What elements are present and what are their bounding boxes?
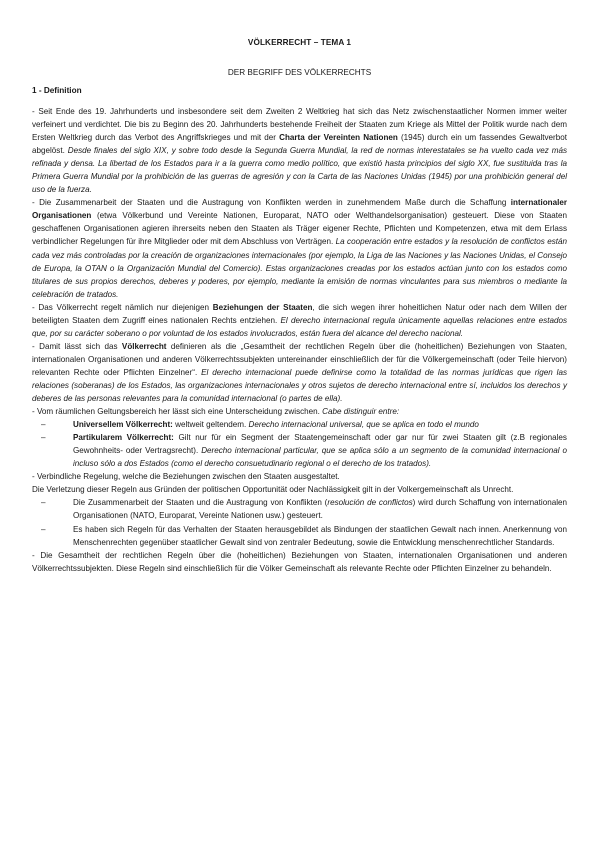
dash-marker: – [41, 524, 46, 534]
paragraph-violation: Die Verletzung dieser Regeln aus Gründen der politischen Opportunität oder Nachlässigkeit gilt in der Volkergemeinschaft als Unrecht. [32, 485, 514, 495]
paragraph-binding-rule: - Verbindliche Regelung, welche die Beziehungen zwischen den Staaten ausgestaltet. [32, 472, 340, 482]
document-subtitle: DER BEGRIFF DES VÖLKERRECHTS [227, 68, 372, 77]
list-item-particular: – Partikularem Völkerrecht: Gilt nur für ein Segment der Staatengemeinschaft oder gar nur für zwei Staaten gilt (z.B regionales Gewohnheits- oder Vertragsrecht). Derecho internacional particular, que se aplica sólo a un segmento de la comunidad internacional o incluso sólo a dos Estados (como el derecho consuetudinario regional o el derecho de los tratados). [32, 431, 567, 470]
list-item-human-rights: – Es haben sich Regeln für das Verhalten der Staaten herausgebildet als Bindungen der staatlichen Gewalt nach innen. Anerkennung von Menschenrechten gegenüber staatlicher Gewalt sind von zentraler Bedeutung, sowie die Entwicklung menschenrechtlicher Standards. [32, 523, 567, 549]
section-heading: 1 - Definition [32, 86, 82, 95]
paragraph-summary: - Die Gesamtheit der rechtlichen Regeln über die (hoheitlichen) Beziehungen von Staaten, internationalen Organisationen und anderen Völkerrechtssubjekten. Diese Regeln sind einschließlich für die Völker Gemeinschaft als relevante Rechte oder Pflichten Einzelner zu behandeln. [32, 550, 567, 573]
paragraph-organizations: - Die Zusammenarbeit der Staaten und die Austragung von Konflikten werden in zunehmendem Maße durch die Schaffung internationaler Organisationen (etwa Völkerbund und Vereinte Nationen, Europarat, NATO oder Welthandelsorganisation) gesteuert. Diese von Staaten geschaffenen Organisationen agieren ihrerseits neben den Staaten als Träger eigener Rechte, Pflichten und Kompetenzen, etwa mit dem Erlass verbindlicher Regelungen für ihre Mitglieder oder mit dem Abschluss von Verträgen. La cooperación entre estados y la resolución de conflictos están cada vez más controladas por la creación de organizaciones internacionales (por ejemplo, la Liga de las Naciones y las Naciones Unidas, el Consejo de Europa, la OTAN o la Organización Mundial del Comercio). Estas organizaciones creadas por los estados actúan junto con los estados como titulares de sus propios derechos, deberes y poderes, por ejemplo, mediante la emisión de normas vinculantes para sus miembros o mediante la celebración de tratados. [32, 198, 567, 299]
paragraph-scope: - Vom räumlichen Geltungsbereich her lässt sich eine Unterscheidung zwischen. Cabe distinguir entre: [32, 407, 400, 417]
dash-marker: – [41, 498, 46, 508]
paragraph-charter: - Seit Ende des 19. Jahrhunderts und insbesondere seit dem Zweiten 2 Weltkrieg hat sich das Netz zwischenstaatlicher Normen immer weiter verfeinert und verdichtet. Die bis zu Beginn des 20. Jahrhunderts bestehende Freiheit der Staaten zum Kriege als Mittel der Politik wurde nach dem Ersten Weltkrieg durch das Verbot des Angriffskrieges und mit der Charta der Vereinten Nationen (1945) durch ein um fassendes Gewaltverbot abgelöst. Desde finales del siglo XIX, y sobre todo desde la Segunda Guerra Mundial, la red de normas interestatales se ha vuelto cada vez más refinada y densa. La libertad de los Estados para ir a la guerra como medio político, que existió hasta principios del siglo XX, fue sustituida tras la Primera Guerra Mundial por la prohibición de las guerras de agresión y con la Carta de las Naciones Unidas (1945) por una prohibición general del uso de la fuerza. [32, 107, 567, 195]
paragraph-definition: - Damit lässt sich das Völkerrecht definieren als die „Gesamtheit der rechtlichen Regeln über die (hoheitlichen) Beziehungen von Staaten, internationalen Organisationen und anderen Völkerrechtssubjekten untereinander einschließlich der für die Völkergemeinschaft (oder Teile hiervon) relevanten Rechte oder Pflichten Einzelner“. El derecho internacional puede definirse como la totalidad de las normas jurídicas que rigen las relaciones (soberanas) de los Estados, las organizaciones internacionales y otros sujetos de derecho internacional entre sí, incluidos los derechos y deberes de las personas relevantes para la comunidad internacional (o partes de ella). [32, 341, 567, 404]
list-item-cooperation: – Die Zusammenarbeit der Staaten und die Austragung von Konflikten (resolución de conflictos) wird durch Schaffung von internationalen Organisationen (NATO, Europarat, Vereinte Nationen usw.) gesteuert. [32, 496, 567, 522]
document-body [32, 104, 567, 575]
dash-marker: – [41, 433, 46, 443]
list-item-universal: – Universellem Völkerrecht: weltweit geltendem. Derecho internacional universal, que se aplica en todo el mundo [32, 418, 567, 431]
dash-marker: – [41, 420, 46, 430]
paragraph-relations: - Das Völkerrecht regelt nämlich nur diejenigen Beziehungen der Staaten, die sich wegen ihrer hoheitlichen Natur oder nach dem Willen der beteiligten Staaten dem Zugriff eines nationalen Rechts entziehen. El derecho internacional regula únicamente aquellas relaciones entre estados que, por su carácter soberano o por voluntad de los estados involucrados, están fuera del alcance del derecho nacional. [32, 302, 567, 338]
document-title: VÖLKERRECHT – TEMA 1 [247, 38, 352, 47]
